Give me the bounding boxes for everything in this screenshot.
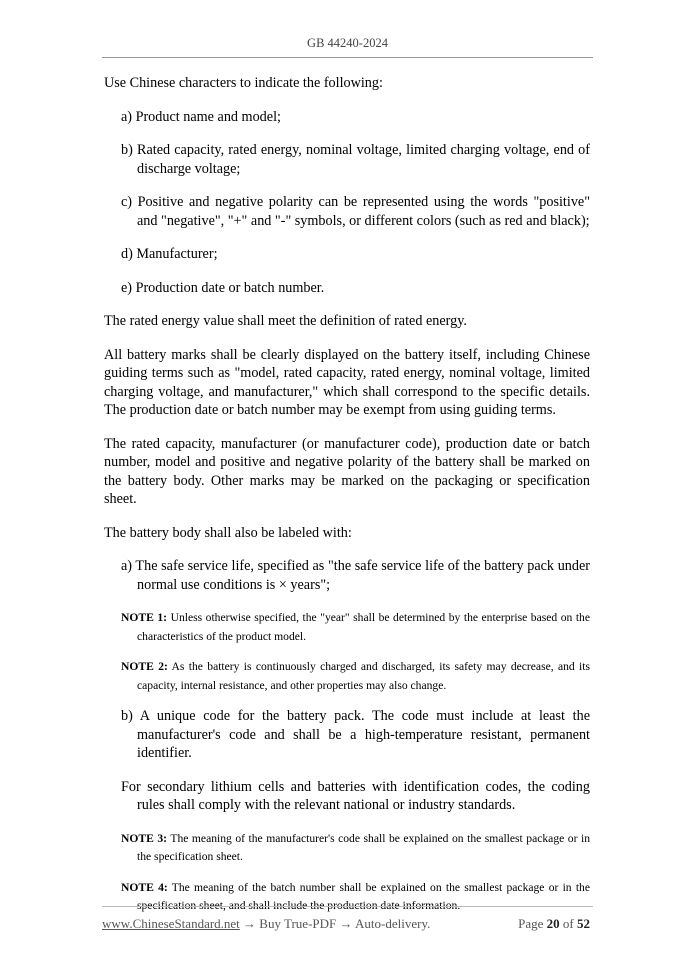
list-item: a) Product name and model; (121, 108, 281, 125)
arrow-icon: → (339, 916, 353, 931)
auto-delivery-text: Auto-delivery. (355, 916, 431, 931)
note-text: The meaning of the batch number shall be explained on the smallest package or in the specification sheet, and shall include the production date information. (137, 880, 590, 912)
page-total: 52 (577, 916, 590, 931)
body-marks-paragraph: The rated capacity, manufacturer (or manufacturer code), production date or batch number, model and positive and negative polarity of the battery shall be marked on the battery body. Other marks may be marked on the packaging or specification sheet. (104, 435, 590, 507)
note-1 (121, 609, 590, 646)
note-label: NOTE 4: (121, 880, 168, 894)
note-2 (121, 658, 590, 695)
page-content (104, 74, 590, 928)
also-labeled-paragraph: The battery body shall also be labeled with: (104, 524, 352, 541)
of-word: of (562, 916, 574, 931)
list-item: b) Rated capacity, rated energy, nominal voltage, limited charging voltage, end of discharge voltage; (121, 142, 590, 177)
footer-links (102, 916, 430, 932)
list-item: d) Manufacturer; (121, 246, 218, 262)
note-text: Unless otherwise specified, the "year" shall be determined by the enterprise based on the characteristics of the product model. (137, 611, 590, 643)
footer-rule (102, 906, 593, 907)
site-link[interactable]: www.ChineseStandard.net (102, 916, 240, 931)
note-label: NOTE 3: (121, 831, 168, 845)
list-item: c) Positive and negative polarity can be represented using the words "positive" and "negative", "+" and "-" symbols, or different colors (such as red and black); (121, 194, 590, 229)
page-word: Page (518, 916, 544, 931)
note-3 (121, 830, 590, 867)
list-item-safe-life: a) The safe service life, specified as "the safe service life of the battery pack under normal use conditions is × years"; (121, 558, 590, 593)
intro-paragraph: Use Chinese characters to indicate the following: (104, 75, 383, 91)
note-label: NOTE 2: (121, 660, 168, 673)
list-item-unique-code: b) A unique code for the battery pack. The code must include at least the manufacturer's code and shall be a high-temperature resistant, permanent identifier. (121, 708, 590, 761)
buy-link[interactable]: Buy True-PDF (259, 916, 337, 931)
page-number: 20 (546, 916, 560, 931)
page-indicator (518, 916, 590, 932)
note-label: NOTE 1: (121, 611, 168, 624)
header-doc-id: GB 44240-2024 (307, 36, 388, 50)
secondary-lithium-paragraph: For secondary lithium cells and batteries with identification codes, the coding rules shall comply with the relevant national or industry standards. (121, 778, 590, 813)
header-rule (102, 57, 593, 58)
note-text: As the battery is continuously charged and discharged, its safety may decrease, and its capacity, internal resistance, and other properties may also change. (137, 660, 590, 692)
rated-energy-paragraph: The rated energy value shall meet the definition of rated energy. (104, 313, 467, 329)
note-4 (121, 879, 590, 916)
note-text: The meaning of the manufacturer's code shall be explained on the smallest package or in the specification sheet. (137, 831, 590, 863)
list-item: e) Production date or batch number. (121, 279, 325, 296)
all-marks-paragraph: All battery marks shall be clearly displayed on the battery itself, including Chinese guiding terms such as "model, rated capacity, rated energy, nominal voltage, limited charging voltage, and manufacturer," which shall correspond to the specific details. The production date or batch number may be exempt from using guiding terms. (104, 346, 590, 418)
arrow-icon: → (243, 916, 257, 931)
